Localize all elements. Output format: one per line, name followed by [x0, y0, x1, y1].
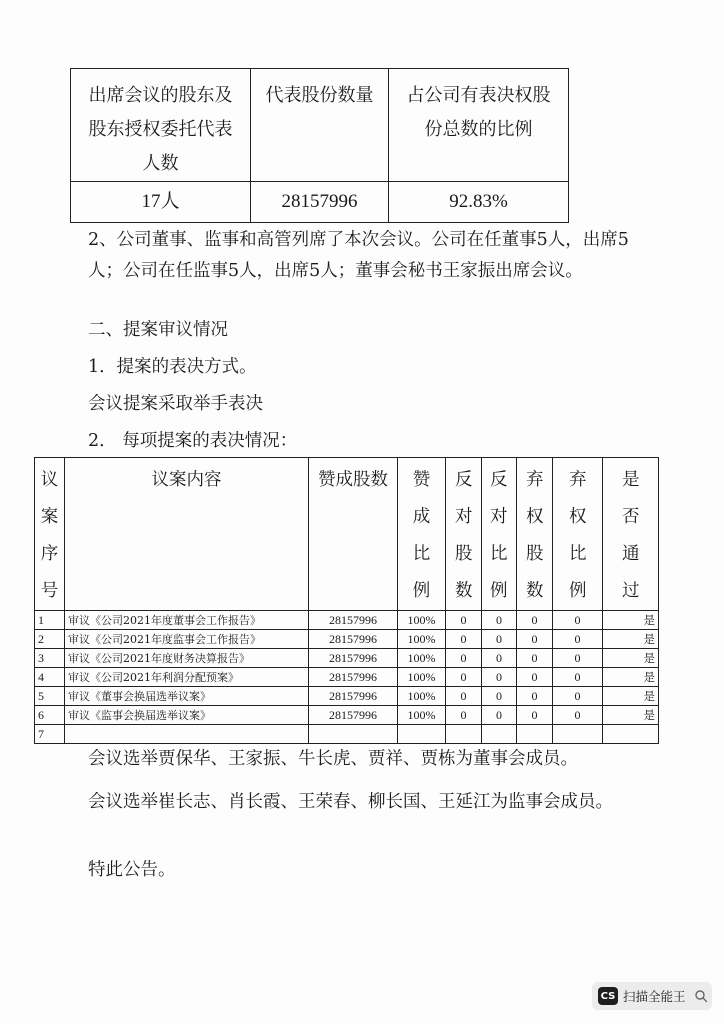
row-abstain-ratio: 0 [553, 668, 603, 687]
table-row [35, 668, 659, 687]
attendance-count-value: 17人 [71, 182, 251, 223]
row-passed: 是 [603, 687, 659, 706]
row-abstain [517, 725, 553, 744]
row-abstain: 0 [517, 611, 553, 630]
voting-method-item: 1．提案的表决方式。 [88, 357, 257, 377]
row-no: 1 [35, 611, 65, 630]
row-oppose-ratio: 0 [482, 649, 517, 668]
row-oppose-ratio: 0 [482, 611, 517, 630]
row-oppose [446, 725, 482, 744]
director-election-result: 会议选举贾保华、王家振、牛长虎、贾祥、贾栋为董事会成员。 [88, 749, 578, 769]
row-no: 3 [35, 649, 65, 668]
attendance-paragraph: 2、公司董事、监事和高管列席了本次会议。公司在任董事5人，出席5人；公司在任监事5人，出席5人；董事会秘书王家振出席会议。 [88, 230, 629, 281]
attendance-table [70, 68, 569, 223]
row-abstain-ratio: 0 [553, 611, 603, 630]
vote-table [34, 457, 659, 744]
row-approve-ratio: 100% [398, 687, 446, 706]
row-approve [309, 725, 398, 744]
row-no: 6 [35, 706, 65, 725]
row-content: 审议《公司2021年利润分配预案》 [65, 668, 309, 687]
row-passed: 是 [603, 649, 659, 668]
row-approve: 28157996 [309, 630, 398, 649]
voting-result-item: 2． 每项提案的表决情况： [88, 431, 298, 451]
attendance-header-shares: 代表股份数量 [251, 69, 389, 182]
row-oppose: 0 [446, 649, 482, 668]
row-approve: 28157996 [309, 649, 398, 668]
row-abstain: 0 [517, 668, 553, 687]
header-content: 议案内容 [65, 458, 309, 611]
row-oppose: 0 [446, 687, 482, 706]
closing-statement: 特此公告。 [88, 860, 176, 880]
voting-method-detail: 会议提案采取举手表决 [88, 394, 263, 414]
row-content: 审议《监事会换届选举议案》 [65, 706, 309, 725]
row-abstain: 0 [517, 630, 553, 649]
header-oppose-ratio: 反对比例 [482, 458, 517, 611]
row-abstain-ratio: 0 [553, 649, 603, 668]
table-row [35, 725, 659, 744]
row-oppose-ratio: 0 [482, 706, 517, 725]
row-approve-ratio: 100% [398, 630, 446, 649]
row-approve-ratio: 100% [398, 706, 446, 725]
row-content: 审议《公司2021年度监事会工作报告》 [65, 630, 309, 649]
row-oppose-ratio: 0 [482, 668, 517, 687]
row-content: 审议《董事会换届选举议案》 [65, 687, 309, 706]
row-no: 4 [35, 668, 65, 687]
row-content [65, 725, 309, 744]
header-approve-ratio: 赞成比例 [398, 458, 446, 611]
row-approve-ratio: 100% [398, 668, 446, 687]
row-no: 5 [35, 687, 65, 706]
table-row [35, 611, 659, 630]
row-approve-ratio: 100% [398, 649, 446, 668]
row-approve: 28157996 [309, 668, 398, 687]
attendance-header-count: 出席会议的股东及股东授权委托代表人数 [71, 69, 251, 182]
table-row [35, 630, 659, 649]
app-name: 扫描全能王 [623, 989, 686, 1004]
row-oppose: 0 [446, 630, 482, 649]
section-title: 二、提案审议情况 [88, 320, 228, 340]
row-approve-ratio: 100% [398, 611, 446, 630]
camscanner-logo: CS [598, 987, 618, 1005]
header-no: 议案序号 [35, 458, 65, 611]
row-abstain: 0 [517, 687, 553, 706]
attendance-ratio-value: 92.83% [389, 182, 569, 223]
row-approve: 28157996 [309, 611, 398, 630]
attendance-shares-value: 28157996 [251, 182, 389, 223]
row-oppose: 0 [446, 706, 482, 725]
header-abstain: 弃权股数 [517, 458, 553, 611]
row-passed [603, 725, 659, 744]
row-abstain-ratio: 0 [553, 706, 603, 725]
row-oppose: 0 [446, 611, 482, 630]
row-passed: 是 [603, 611, 659, 630]
row-approve: 28157996 [309, 706, 398, 725]
row-approve: 28157996 [309, 687, 398, 706]
header-abstain-ratio: 弃权比例 [553, 458, 603, 611]
row-content: 审议《公司2021年度财务决算报告》 [65, 649, 309, 668]
header-approve: 赞成股数 [309, 458, 398, 611]
header-passed: 是否通过 [603, 458, 659, 611]
table-row [35, 706, 659, 725]
row-approve-ratio [398, 725, 446, 744]
supervisor-election-result: 会议选举崔长志、肖长霞、王荣春、柳长国、王延江为监事会成员。 [88, 792, 613, 812]
table-row [35, 687, 659, 706]
header-oppose: 反对股数 [446, 458, 482, 611]
row-abstain: 0 [517, 649, 553, 668]
row-content: 审议《公司2021年度董事会工作报告》 [65, 611, 309, 630]
row-oppose: 0 [446, 668, 482, 687]
row-abstain-ratio: 0 [553, 687, 603, 706]
row-abstain-ratio [553, 725, 603, 744]
row-oppose-ratio: 0 [482, 687, 517, 706]
row-passed: 是 [603, 668, 659, 687]
scanner-watermark [592, 982, 712, 1010]
attendance-header-ratio: 占公司有表决权股份总数的比例 [389, 69, 569, 182]
row-no: 7 [35, 725, 65, 744]
row-abstain-ratio: 0 [553, 630, 603, 649]
row-oppose-ratio [482, 725, 517, 744]
row-abstain: 0 [517, 706, 553, 725]
row-no: 2 [35, 630, 65, 649]
row-passed: 是 [603, 706, 659, 725]
row-passed: 是 [603, 630, 659, 649]
table-row [35, 649, 659, 668]
row-oppose-ratio: 0 [482, 630, 517, 649]
search-icon [694, 989, 708, 1003]
